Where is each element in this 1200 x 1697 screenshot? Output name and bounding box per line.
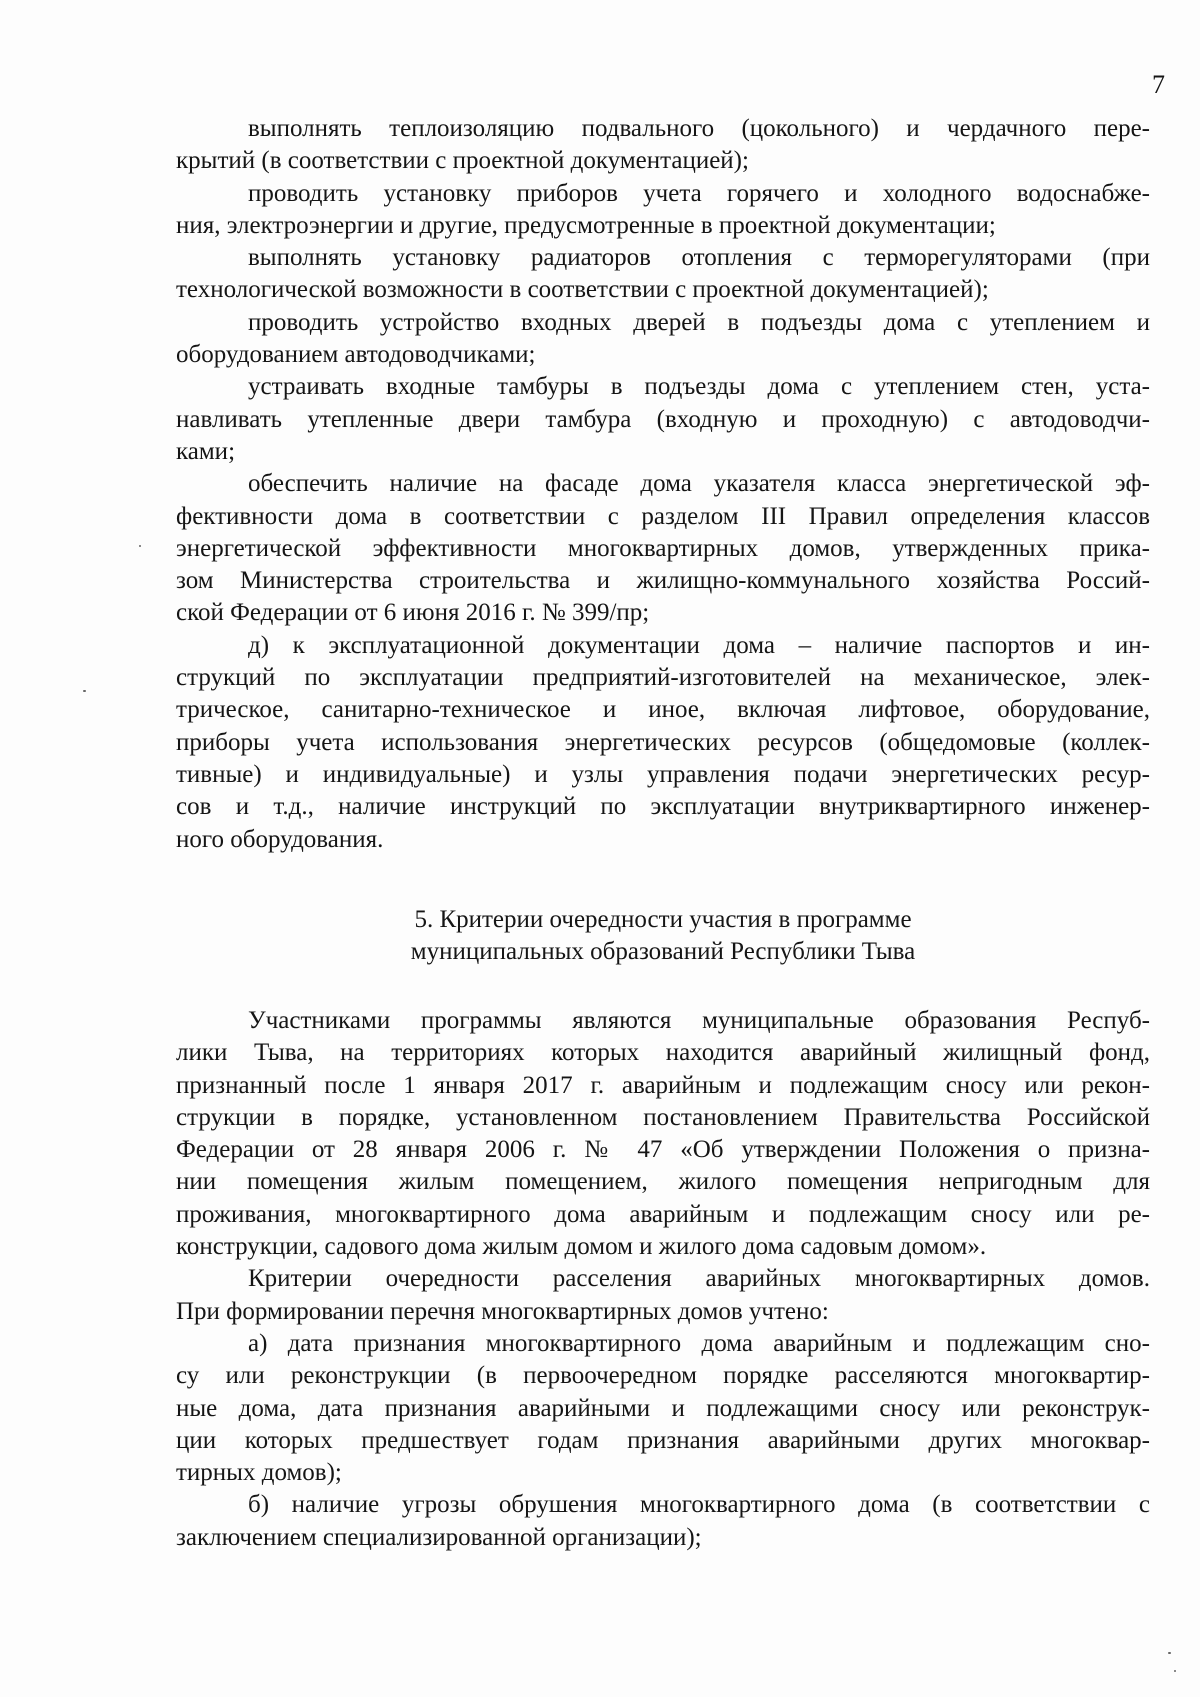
scan-speck (1168, 1652, 1171, 1654)
text-line: проводить установку приборов учета горячего и холодного водоснабже- (248, 179, 1150, 207)
body-text-upper (176, 113, 1150, 856)
text-line: Критерии очередности расселения аварийных многоквартирных домов. (248, 1265, 1150, 1293)
text-line: ками; (176, 437, 236, 465)
text-line: а) дата признания многоквартирного дома аварийным и подлежащим сно- (248, 1329, 1150, 1357)
text-line: сов и т.д., наличие инструкций по эксплуатации внутриквартирного инженер- (176, 793, 1150, 821)
text-line: выполнять установку радиаторов отопления с терморегуляторами (при (248, 244, 1150, 272)
text-line: лики Тыва, на территориях которых находится аварийный жилищный фонд, (176, 1039, 1150, 1067)
text-line: фективности дома в соответствии с разделом III Правил определения классов (176, 502, 1150, 530)
page-number: 7 (1152, 70, 1165, 99)
text-line: крытий (в соответствии с проектной документацией); (176, 147, 749, 175)
text-line: тивные) и индивидуальные) и узлы управления подачи энергетических ресур- (176, 760, 1150, 788)
text-line: приборы учета использования энергетических ресурсов (общедомовые (коллек- (176, 728, 1150, 756)
text-line: ции которых предшествует годам признания аварийными других многоквар- (176, 1426, 1150, 1454)
text-line: д) к эксплуатационной документации дома – наличие паспортов и ин- (248, 631, 1150, 659)
text-line: тирных домов); (176, 1459, 342, 1487)
scan-speck (83, 690, 86, 692)
text-line: ные дома, дата признания аварийными и подлежащими сносу или реконструк- (176, 1394, 1150, 1422)
text-line: проживания, многоквартирного дома аварийным и подлежащим сносу или ре- (176, 1200, 1150, 1228)
scan-speck (139, 545, 141, 547)
text-line: нии помещения жилым помещением, жилого помещения непригодным для (176, 1168, 1150, 1196)
text-line: выполнять теплоизоляцию подвального (цокольного) и чердачного пере- (248, 115, 1150, 142)
section-heading (176, 904, 1150, 968)
text-line: Участниками программы являются муниципальные образования Респуб- (248, 1007, 1150, 1034)
text-line: При формировании перечня многоквартирных домов учтено: (176, 1297, 829, 1325)
text-line: б) наличие угрозы обрушения многоквартирного дома (в соответствии с (248, 1491, 1150, 1519)
section-heading-line: 5. Критерии очередности участия в программе (414, 906, 912, 933)
text-line: энергетической эффективности многоквартирных домов, утвержденных прика- (176, 534, 1150, 562)
scan-speck (1174, 1670, 1176, 1672)
text-line: конструкции, садового дома жилым домом и жилого дома садовым домом». (176, 1233, 987, 1261)
text-line: ния, электроэнергии и другие, предусмотренные в проектной документации; (176, 211, 996, 239)
text-line: ного оборудования. (176, 825, 384, 853)
text-line: технологической возможности в соответствии с проектной документацией); (176, 276, 989, 304)
text-line: оборудованием автодоводчиками; (176, 341, 536, 369)
text-line: устраивать входные тамбуры в подъезды дома с утеплением стен, уста- (248, 373, 1150, 401)
text-line: признанный после 1 января 2017 г. аварийным и подлежащим сносу или рекон- (176, 1071, 1150, 1099)
text-line: Федерации от 28 января 2006 г. № 47 «Об утверждении Положения о призна- (176, 1136, 1150, 1164)
text-line: заключением специализированной организации); (176, 1523, 702, 1551)
text-line: навливать утепленные двери тамбура (входную и проходную) с автодоводчи- (176, 405, 1150, 433)
text-line: су или реконструкции (в первоочередном порядке расселяются многоквартир- (176, 1362, 1150, 1390)
text-line: обеспечить наличие на фасаде дома указателя класса энергетической эф- (248, 470, 1150, 498)
text-line: проводить устройство входных дверей в подъезды дома с утеплением и (248, 308, 1150, 336)
text-line: струкций по эксплуатации предприятий-изготовителей на механическое, элек- (176, 664, 1150, 692)
text-line: трическое, санитарно-техническое и иное, включая лифтовое, оборудование, (176, 696, 1150, 724)
text-line: струкции в порядке, установленном постановлением Правительства Российской (176, 1103, 1150, 1131)
text-line: зом Министерства строительства и жилищно-коммунального хозяйства Россий- (176, 567, 1150, 595)
text-line: ской Федерации от 6 июня 2016 г. № 399/пр; (176, 599, 650, 627)
section-heading-line: муниципальных образований Республики Тыва (410, 938, 916, 965)
body-text-lower (176, 1005, 1150, 1554)
